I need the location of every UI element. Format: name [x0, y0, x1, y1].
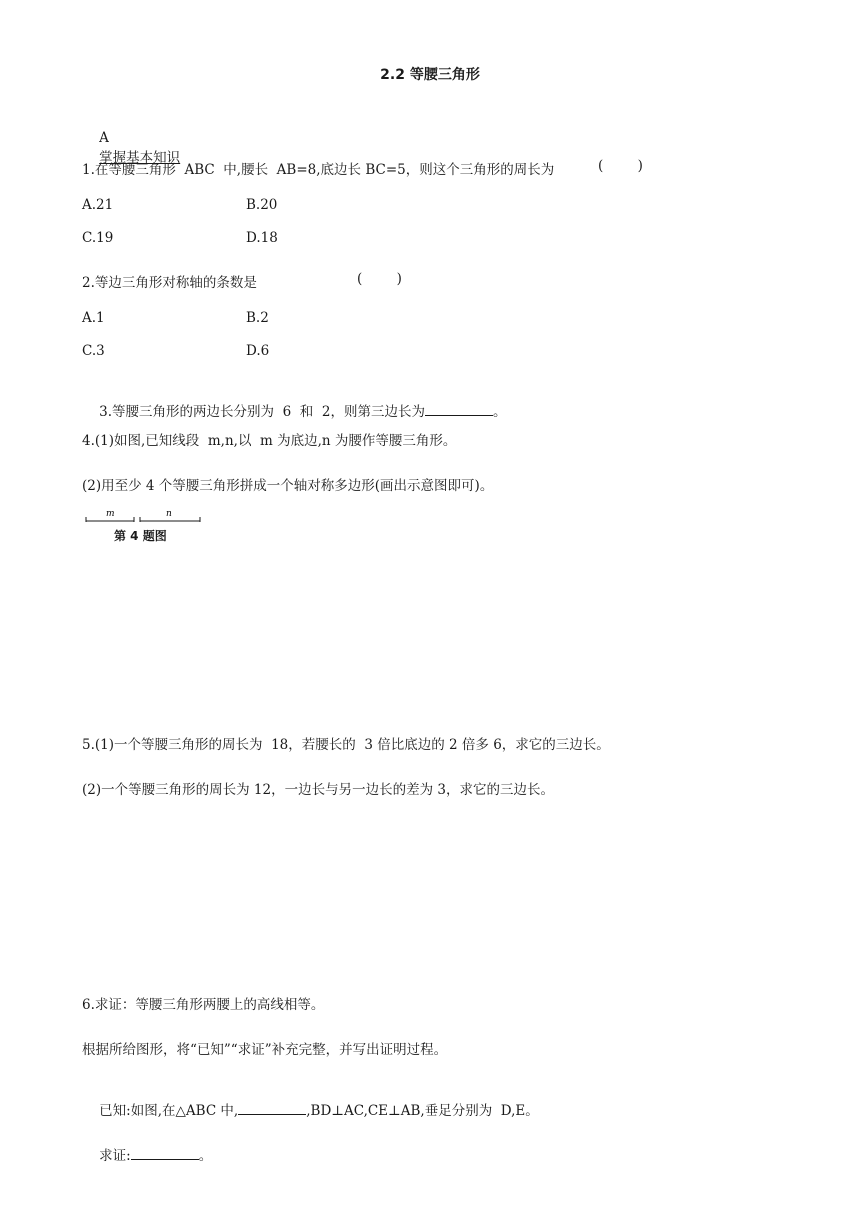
- question-6-instruction: 根据所给图形，将“已知”“求证”补充完整，并写出证明过程。: [82, 1042, 448, 1058]
- question-2-option-c: C.3: [82, 343, 105, 359]
- question-2-option-b: B.2: [246, 310, 269, 326]
- section-label: A: [99, 130, 109, 146]
- question-1-option-d: D.18: [246, 230, 278, 246]
- question-4-part-2: (2)用至少 4 个等腰三角形拼成一个轴对称多边形(画出示意图即可)。: [82, 478, 494, 494]
- question-1-answer-paren: ( ): [598, 158, 643, 174]
- page-title: 2.2 等腰三角形: [380, 67, 480, 83]
- question-6-prove: [82, 1128, 212, 1180]
- question-2-option-d: D.6: [246, 343, 270, 359]
- question-1-option-c: C.19: [82, 230, 114, 246]
- answer-blank[interactable]: [425, 403, 493, 416]
- prove-end: 。: [198, 1148, 213, 1164]
- section-title: 掌握基本知识: [99, 150, 181, 166]
- segment-m-label: m: [106, 509, 115, 519]
- segment-n-label: n: [166, 509, 172, 519]
- given-text-start: 已知:如图,在△ABC 中,: [99, 1103, 239, 1119]
- question-4-part-1: 4.(1)如图,已知线段 m,n,以 m 为底边,n 为腰作等腰三角形。: [82, 433, 457, 449]
- question-4-figure: [82, 508, 212, 544]
- prove-blank[interactable]: [131, 1147, 199, 1160]
- question-1-text: 1.在等腰三角形 ABC 中,腰长 AB=8,底边长 BC=5，则这个三角形的周长为: [82, 162, 555, 178]
- question-5-part-1: 5.(1)一个等腰三角形的周长为 18，若腰长的 3 倍比底边的 2 倍多 6，求它的三边长。: [82, 737, 610, 753]
- question-6-text: 6.求证：等腰三角形两腰上的高线相等。: [82, 997, 325, 1013]
- given-text-end: ,BD⊥AC,CE⊥AB,垂足分别为 D,E。: [306, 1103, 539, 1119]
- question-2-text: 2.等边三角形对称轴的条数是: [82, 275, 257, 291]
- question-3-end: 。: [492, 404, 507, 420]
- figure-caption: 第 4 题图: [114, 529, 167, 543]
- question-1-option-b: B.20: [246, 197, 278, 213]
- question-2-option-a: A.1: [82, 310, 105, 326]
- question-1-option-a: A.21: [82, 197, 114, 213]
- given-blank[interactable]: [238, 1102, 306, 1115]
- prove-label: 求证:: [99, 1148, 131, 1164]
- question-3-text: 3.等腰三角形的两边长分别为 6 和 2，则第三边长为: [99, 404, 425, 420]
- question-2-answer-paren: ( ): [357, 271, 402, 287]
- question-5-part-2: (2)一个等腰三角形的周长为 12，一边长与另一边长的差为 3，求它的三边长。: [82, 782, 554, 798]
